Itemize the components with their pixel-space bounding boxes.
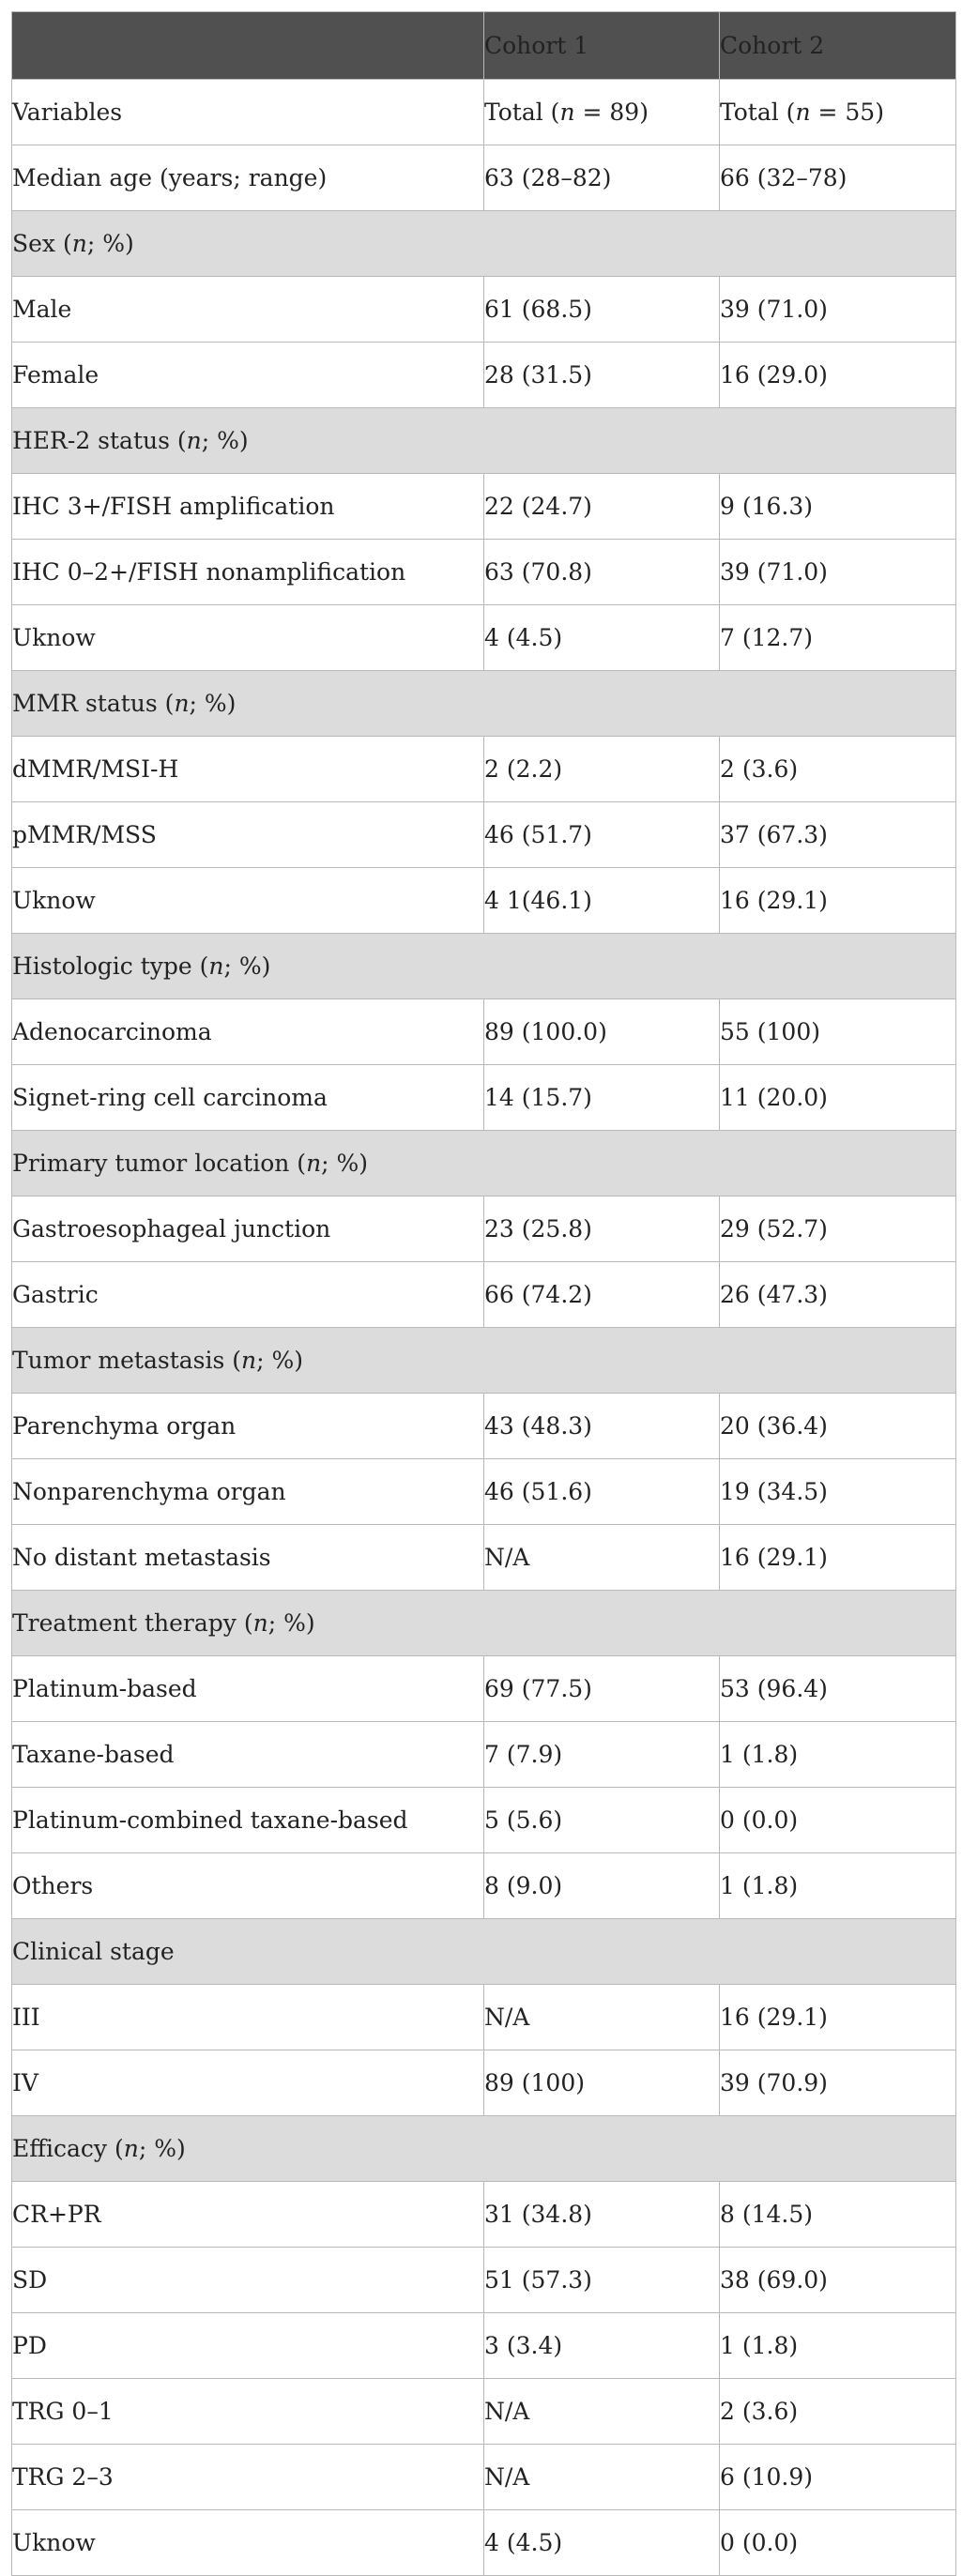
cohort-1-value: 63 (28–82)	[484, 145, 720, 211]
section-title-text: Primary tumor location (	[12, 1150, 307, 1177]
section-header-row	[12, 408, 956, 474]
section-title-text: Efficacy (	[12, 2135, 124, 2162]
cohort-1-value: 89 (100.0)	[484, 999, 720, 1065]
cohort-2-value: 1 (1.8)	[720, 1853, 956, 1919]
table-row-variables	[12, 80, 956, 145]
cohort-1-total-cell	[484, 80, 720, 145]
section-title	[12, 1919, 956, 1985]
total-suffix: = 89)	[574, 99, 649, 126]
cohort-1-value: 23 (25.8)	[484, 1197, 720, 1262]
cohort-1-value: 4 (4.5)	[484, 605, 720, 671]
section-title	[12, 2116, 956, 2182]
row-label: SD	[12, 2248, 484, 2313]
cohort-1-value: 28 (31.5)	[484, 343, 720, 408]
cohort-1-value: 31 (34.8)	[484, 2182, 720, 2248]
table-row	[12, 2182, 956, 2248]
cohort-1-value: 63 (70.8)	[484, 540, 720, 605]
table-row	[12, 2248, 956, 2313]
row-label: IHC 0–2+/FISH nonamplification	[12, 540, 484, 605]
section-title-text: MMR status (	[12, 690, 175, 717]
row-label: IV	[12, 2050, 484, 2116]
cohort-2-value: 55 (100)	[720, 999, 956, 1065]
cohort-1-value: N/A	[484, 2379, 720, 2445]
cohort-1-value: N/A	[484, 2445, 720, 2510]
cohort-2-value: 16 (29.1)	[720, 1985, 956, 2050]
cohort-2-value: 39 (71.0)	[720, 277, 956, 343]
table-row	[12, 802, 956, 868]
cohort-2-value: 8 (14.5)	[720, 2182, 956, 2248]
cohort-1-value: 46 (51.7)	[484, 802, 720, 868]
section-header-row	[12, 1591, 956, 1656]
table-row	[12, 1722, 956, 1788]
row-label: Adenocarcinoma	[12, 999, 484, 1065]
section-title	[12, 1131, 956, 1197]
row-label: PD	[12, 2313, 484, 2379]
row-label: Uknow	[12, 605, 484, 671]
row-label: pMMR/MSS	[12, 802, 484, 868]
row-label: Male	[12, 277, 484, 343]
table-row	[12, 2379, 956, 2445]
table-row	[12, 1394, 956, 1459]
section-title	[12, 934, 956, 999]
header-cohort-2: Cohort 2	[720, 12, 956, 80]
table-row	[12, 2445, 956, 2510]
row-label: Median age (years; range)	[12, 145, 484, 211]
total-suffix: = 55)	[810, 99, 884, 126]
table-row	[12, 2313, 956, 2379]
cohort-2-value: 53 (96.4)	[720, 1656, 956, 1722]
cohort-1-value: 5 (5.6)	[484, 1788, 720, 1853]
header-cohort-1: Cohort 1	[484, 12, 720, 80]
cohort-2-value: 2 (3.6)	[720, 2379, 956, 2445]
cohort-2-value: 38 (69.0)	[720, 2248, 956, 2313]
row-label: Nonparenchyma organ	[12, 1459, 484, 1525]
header-empty-cell	[12, 12, 484, 80]
table-row	[12, 999, 956, 1065]
section-title-text: Treatment therapy (	[12, 1609, 253, 1637]
cohort-1-value: 89 (100)	[484, 2050, 720, 2116]
cohort-2-value: 39 (71.0)	[720, 540, 956, 605]
table-row	[12, 605, 956, 671]
cohort-2-value: 9 (16.3)	[720, 474, 956, 540]
table-row	[12, 1197, 956, 1262]
cohort-1-value: 3 (3.4)	[484, 2313, 720, 2379]
section-title	[12, 1591, 956, 1656]
cohort-2-value: 29 (52.7)	[720, 1197, 956, 1262]
cohort-2-value: 2 (3.6)	[720, 737, 956, 802]
table-row	[12, 868, 956, 934]
section-title-text: Clinical stage	[12, 1938, 175, 1965]
table-row	[12, 2510, 956, 2576]
cohort-2-value: 39 (70.9)	[720, 2050, 956, 2116]
cohort-2-value: 66 (32–78)	[720, 145, 956, 211]
section-title-suffix: ; %)	[267, 1609, 315, 1637]
n-symbol: n	[208, 953, 224, 980]
cohort-2-value: 16 (29.1)	[720, 868, 956, 934]
table-row	[12, 737, 956, 802]
row-label: Gastric	[12, 1262, 484, 1328]
section-title-suffix: ; %)	[86, 230, 134, 257]
cohort-2-value: 11 (20.0)	[720, 1065, 956, 1131]
table-row-median-age	[12, 145, 956, 211]
cohort-1-value: 46 (51.6)	[484, 1459, 720, 1525]
table-row	[12, 474, 956, 540]
row-label: CR+PR	[12, 2182, 484, 2248]
cohort-2-value: 1 (1.8)	[720, 2313, 956, 2379]
cohort-1-value: 7 (7.9)	[484, 1722, 720, 1788]
table-row	[12, 1985, 956, 2050]
cohort-1-value: 61 (68.5)	[484, 277, 720, 343]
table-row	[12, 1788, 956, 1853]
cohort-2-value: 0 (0.0)	[720, 2510, 956, 2576]
section-title-text: Tumor metastasis (	[12, 1347, 242, 1374]
cohort-1-value: 4 (4.5)	[484, 2510, 720, 2576]
row-label: Others	[12, 1853, 484, 1919]
n-symbol: n	[71, 230, 87, 257]
cohort-characteristics-table	[11, 11, 956, 2576]
table-row	[12, 1853, 956, 1919]
total-prefix: Total (	[484, 99, 560, 126]
table-row	[12, 1262, 956, 1328]
section-title-suffix: ; %)	[138, 2135, 186, 2162]
table-row	[12, 343, 956, 408]
cohort-2-value: 16 (29.0)	[720, 343, 956, 408]
row-label: Uknow	[12, 2510, 484, 2576]
table-row	[12, 1065, 956, 1131]
table-row	[12, 540, 956, 605]
cohort-2-value: 26 (47.3)	[720, 1262, 956, 1328]
cohort-1-value: 8 (9.0)	[484, 1853, 720, 1919]
section-header-row	[12, 211, 956, 277]
cohort-1-value: 22 (24.7)	[484, 474, 720, 540]
cohort-1-value: N/A	[484, 1525, 720, 1591]
cohort-2-value: 0 (0.0)	[720, 1788, 956, 1853]
cohort-2-value: 37 (67.3)	[720, 802, 956, 868]
table-row	[12, 2050, 956, 2116]
cohort-2-total-cell	[720, 80, 956, 145]
n-symbol: n	[252, 1609, 268, 1637]
table-row	[12, 1459, 956, 1525]
cohort-1-value: 51 (57.3)	[484, 2248, 720, 2313]
cohort-1-value: 43 (48.3)	[484, 1394, 720, 1459]
n-symbol: n	[186, 427, 202, 454]
total-prefix: Total (	[720, 99, 796, 126]
table-row	[12, 1656, 956, 1722]
section-header-row	[12, 2116, 956, 2182]
row-label: Platinum-combined taxane-based	[12, 1788, 484, 1853]
row-label: TRG 0–1	[12, 2379, 484, 2445]
row-label: Signet-ring cell carcinoma	[12, 1065, 484, 1131]
cohort-2-value: 16 (29.1)	[720, 1525, 956, 1591]
section-title-text: Histologic type (	[12, 953, 209, 980]
table-header-row	[12, 12, 956, 80]
cohort-1-value: N/A	[484, 1985, 720, 2050]
section-title	[12, 408, 956, 474]
section-header-row	[12, 1328, 956, 1394]
row-label: III	[12, 1985, 484, 2050]
row-label: dMMR/MSI-H	[12, 737, 484, 802]
n-symbol: n	[174, 690, 190, 717]
section-title	[12, 211, 956, 277]
cohort-2-value: 1 (1.8)	[720, 1722, 956, 1788]
cohort-1-value: 14 (15.7)	[484, 1065, 720, 1131]
section-header-row	[12, 671, 956, 737]
row-label: Taxane-based	[12, 1722, 484, 1788]
row-label: Female	[12, 343, 484, 408]
cohort-1-value: 69 (77.5)	[484, 1656, 720, 1722]
section-title-text: HER-2 status (	[12, 427, 187, 454]
table-body	[12, 80, 956, 2576]
cohort-1-value: 66 (74.2)	[484, 1262, 720, 1328]
section-title-suffix: ; %)	[189, 690, 237, 717]
cohort-2-value: 7 (12.7)	[720, 605, 956, 671]
cohort-1-value: 2 (2.2)	[484, 737, 720, 802]
cohort-2-value: 19 (34.5)	[720, 1459, 956, 1525]
section-header-row	[12, 1131, 956, 1197]
row-label: Gastroesophageal junction	[12, 1197, 484, 1262]
section-title-suffix: ; %)	[256, 1347, 304, 1374]
row-label: TRG 2–3	[12, 2445, 484, 2510]
n-symbol: n	[559, 99, 575, 126]
row-label: No distant metastasis	[12, 1525, 484, 1591]
cohort-2-value: 20 (36.4)	[720, 1394, 956, 1459]
section-title-suffix: ; %)	[321, 1150, 369, 1177]
cohort-2-value: 6 (10.9)	[720, 2445, 956, 2510]
section-title	[12, 671, 956, 737]
table-row	[12, 1525, 956, 1591]
section-title	[12, 1328, 956, 1394]
n-symbol: n	[795, 99, 811, 126]
section-header-row	[12, 1919, 956, 1985]
section-title-text: Sex (	[12, 230, 72, 257]
n-symbol: n	[241, 1347, 257, 1374]
row-label: Platinum-based	[12, 1656, 484, 1722]
section-title-suffix: ; %)	[223, 953, 271, 980]
n-symbol: n	[123, 2135, 139, 2162]
table-row	[12, 277, 956, 343]
section-header-row	[12, 934, 956, 999]
row-label: Uknow	[12, 868, 484, 934]
section-title-suffix: ; %)	[201, 427, 249, 454]
row-label: IHC 3+/FISH amplification	[12, 474, 484, 540]
row-label: Parenchyma organ	[12, 1394, 484, 1459]
cohort-1-value: 4 1(46.1)	[484, 868, 720, 934]
n-symbol: n	[306, 1150, 322, 1177]
row-label: Variables	[12, 80, 484, 145]
